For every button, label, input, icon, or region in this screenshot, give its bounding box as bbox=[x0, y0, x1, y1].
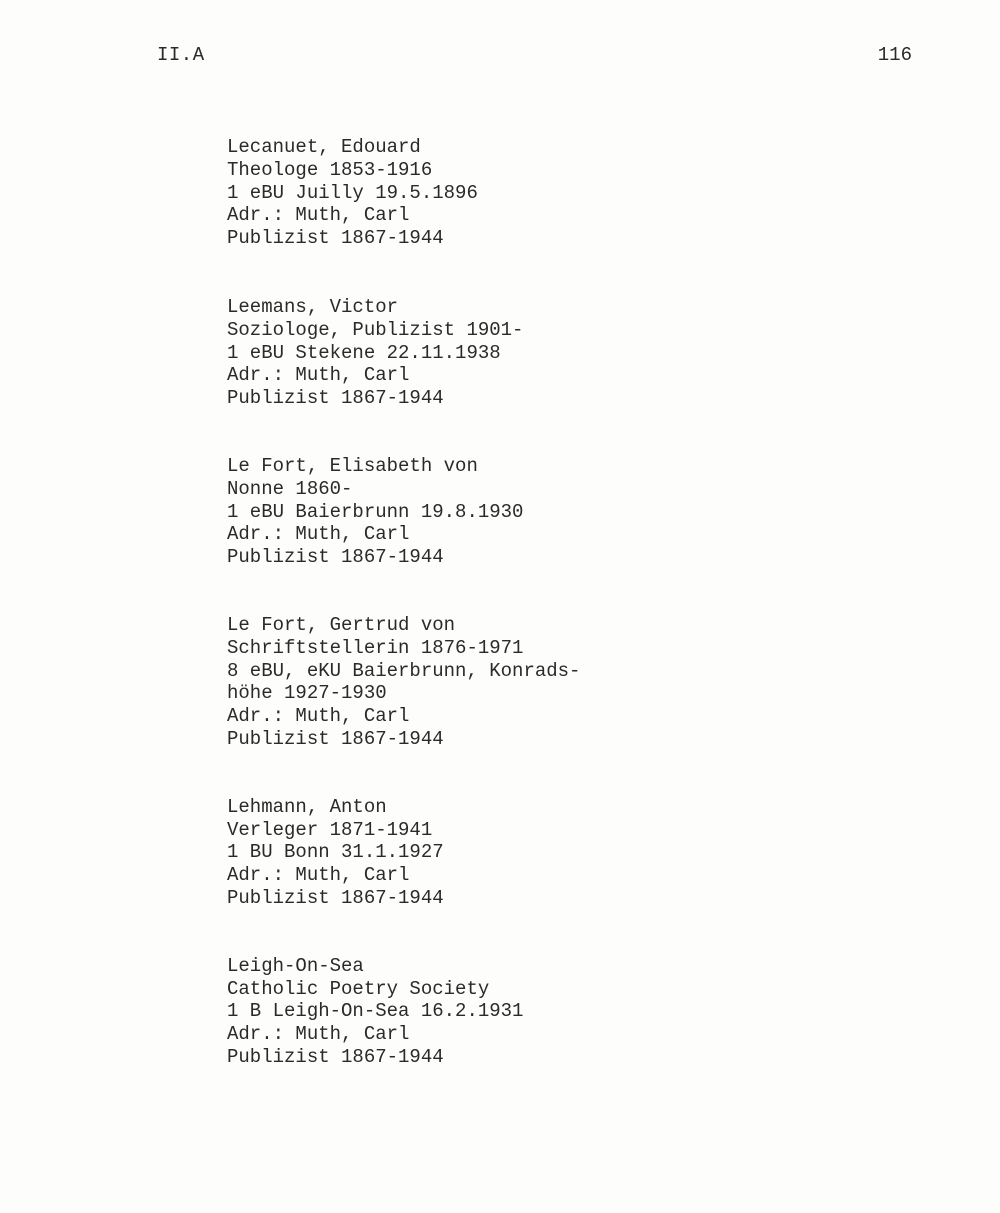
entry-le-fort-gertrud bbox=[227, 614, 927, 751]
entry-le-fort-elisabeth bbox=[227, 455, 927, 569]
entry-correspondence: 8 eBU, eKU Baierbrunn, Konrads- bbox=[227, 659, 581, 682]
entry-name: Lehmann, Anton bbox=[227, 795, 387, 818]
entry-name: Lecanuet, Edouard bbox=[227, 136, 421, 158]
entry-addressee: Adr.: Muth, Carl bbox=[227, 364, 410, 387]
entry-lehmann bbox=[227, 796, 927, 910]
entry-addressee: Adr.: Muth, Carl bbox=[227, 204, 410, 227]
entry-profession: Theologe 1853-1916 bbox=[227, 158, 433, 181]
entry-name: Leigh-On-Sea bbox=[227, 954, 364, 977]
entry-list bbox=[227, 136, 927, 1069]
page-number: 116 bbox=[877, 44, 912, 66]
entry-profession: Schriftstellerin 1876-1971 bbox=[227, 636, 524, 659]
entry-leemans bbox=[227, 296, 927, 410]
entry-profession: Soziologe, Publizist 1901- bbox=[227, 318, 524, 341]
entry-correspondence: 1 BU Bonn 31.1.1927 bbox=[227, 841, 444, 864]
entry-addressee: Adr.: Muth, Carl bbox=[227, 705, 410, 728]
entry-addressee-profession: Publizist 1867-1944 bbox=[227, 387, 444, 410]
entry-name: Leemans, Victor bbox=[227, 295, 399, 318]
entry-addressee-profession: Publizist 1867-1944 bbox=[227, 546, 444, 569]
entry-addressee-profession: Publizist 1867-1944 bbox=[227, 1045, 444, 1068]
entry-addressee: Adr.: Muth, Carl bbox=[227, 864, 410, 887]
entry-profession: Nonne 1860- bbox=[227, 477, 353, 500]
entry-name: Le Fort, Gertrud von bbox=[227, 613, 456, 636]
entry-correspondence: 1 eBU Stekene 22.11.1938 bbox=[227, 341, 501, 364]
entry-name: Le Fort, Elisabeth von bbox=[227, 454, 478, 477]
entry-leigh-on-sea bbox=[227, 955, 927, 1069]
entry-profession: Verleger 1871-1941 bbox=[227, 818, 433, 841]
entry-correspondence: 1 eBU Juilly 19.5.1896 bbox=[227, 181, 478, 204]
entry-addressee: Adr.: Muth, Carl bbox=[227, 523, 410, 546]
entry-correspondence-continued: höhe 1927-1930 bbox=[227, 682, 387, 705]
entry-addressee-profession: Publizist 1867-1944 bbox=[227, 227, 444, 250]
entry-correspondence: 1 B Leigh-On-Sea 16.2.1931 bbox=[227, 1000, 524, 1023]
entry-addressee-profession: Publizist 1867-1944 bbox=[227, 886, 444, 909]
section-label: II.A bbox=[157, 44, 205, 66]
entry-profession: Catholic Poetry Society bbox=[227, 977, 490, 1000]
entry-addressee: Adr.: Muth, Carl bbox=[227, 1023, 410, 1046]
entry-addressee-profession: Publizist 1867-1944 bbox=[227, 727, 444, 750]
entry-correspondence: 1 eBU Baierbrunn 19.8.1930 bbox=[227, 500, 524, 523]
entry-lecanuet bbox=[227, 136, 927, 250]
